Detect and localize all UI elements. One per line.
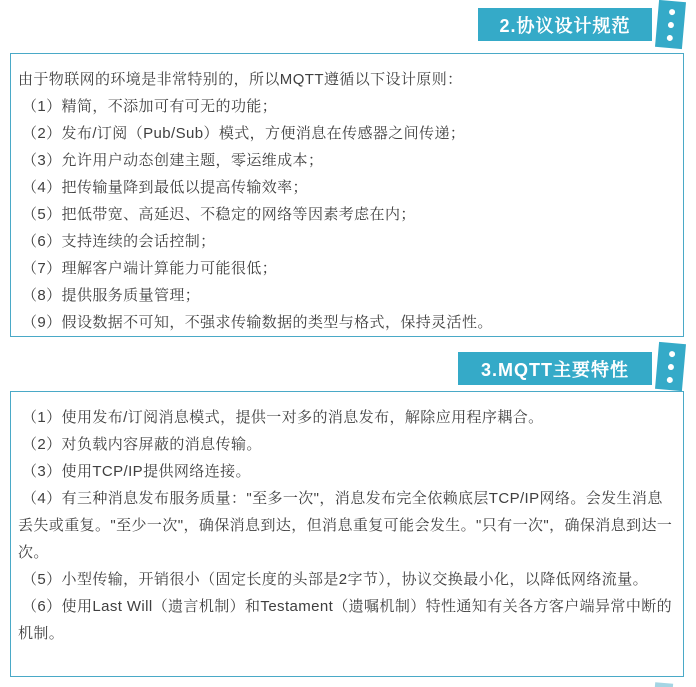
list-item: （3）允许用户动态创建主题，零运维成本；: [22, 152, 324, 169]
section-heading-label: 2.协议设计规范: [499, 15, 631, 36]
list-item: （1）使用发布/订阅消息模式，提供一对多的消息发布，解除应用程序耦合。: [22, 409, 544, 426]
three-dots-decoration-icon: [655, 342, 686, 391]
list-item: （4）把传输量降到最低以提高传输效率；: [22, 179, 308, 196]
section-heading-protocol-design: [478, 8, 652, 41]
list-item: （2）对负载内容屏蔽的消息传输。: [22, 436, 262, 453]
dot-icon: [666, 34, 673, 41]
dot-icon: [668, 350, 675, 357]
list-item: （6）支持连续的会话控制；: [22, 233, 216, 250]
list-item: （5）把低带宽、高延迟、不稳定的网络等因素考虑在内；: [22, 206, 416, 223]
dot-icon: [668, 8, 675, 15]
section-heading-label: 3.MQTT主要特性: [481, 359, 629, 380]
dot-icon: [667, 363, 674, 370]
section-content-box-protocol-design: [10, 53, 684, 337]
list-item: （2）发布/订阅（Pub/Sub）模式，方便消息在传感器之间传递；: [22, 125, 466, 142]
list-item: （3）使用TCP/IP提供网络连接。: [22, 463, 251, 480]
three-dots-decoration-icon: [655, 0, 686, 49]
dot-icon: [666, 376, 673, 383]
list-item: （1）精简，不添加可有可无的功能；: [22, 98, 278, 115]
section-intro-text: 由于物联网的环境是非常特别的，所以MQTT遵循以下设计原则：: [18, 71, 463, 88]
section-heading-mqtt-features: [458, 352, 652, 385]
list-item: （7）理解客户端计算能力可能很低；: [22, 260, 278, 277]
list-item: （5）小型传输，开销很小（固定长度的头部是2字节），协议交换最小化，以降低网络流量。: [22, 571, 648, 588]
list-item: （4）有三种消息发布服务质量："至多一次"，消息发布完全依赖底层TCP/IP网络。会发生消息丢失或重复。"至少一次"，确保消息到达，但消息重复可能会发生。"只有一次"，确保消息到达一次。: [18, 490, 673, 561]
list-item: （9）假设数据不可知，不强求传输数据的类型与格式，保持灵活性。: [22, 314, 493, 331]
dot-icon: [667, 21, 674, 28]
next-section-dots-peek-icon: [655, 682, 673, 687]
section-content-box-mqtt-features: [10, 391, 684, 677]
list-item: （8）提供服务质量管理；: [22, 287, 201, 304]
list-item: （6）使用Last Will（遗言机制）和Testament（遗嘱机制）特性通知有关各方客户端异常中断的机制。: [18, 598, 673, 642]
